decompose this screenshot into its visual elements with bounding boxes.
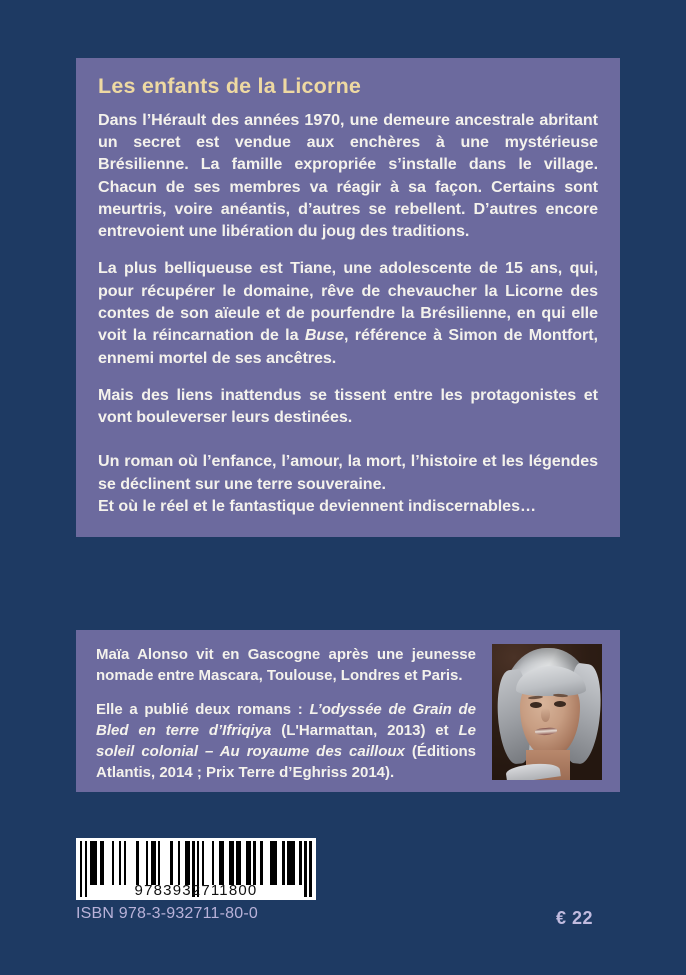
- synopsis-paragraph-5: Et où le réel et le fantastique deviennent indiscernables…: [98, 497, 537, 516]
- author-bio-text: [96, 644, 476, 780]
- author-bio-lead: Elle a publié deux romans :: [96, 701, 310, 718]
- barcode-image: [76, 838, 316, 900]
- author-bio-paragraph-1: Maïa Alonso vit en Gascogne après une jeunesse nomade entre Mascara, Toulouse, Londres et Paris.: [96, 646, 476, 684]
- author-book-title-2: Le soleil colonial – Au royaume des cailloux: [96, 722, 476, 760]
- synopsis-paragraph-1: Dans l’Hérault des années 1970, une demeure ancestrale abritant un secret est vendue aux enchères à une mystérieuse Brésilienne. La famille expropriée s’installe dans le village. Chacun de ses membres va réagir à sa façon. Certains sont meurtris, voire anéantis, d’autres se rebellent. D’autres encore entrevoient une libération du joug des traditions.: [98, 110, 598, 241]
- author-bio-tail: (Éditions Atlantis, 2014 ; Prix Terre d’Eghriss 2014).: [96, 743, 477, 781]
- isbn-label: ISBN 978-3-932711-80-0: [76, 905, 258, 922]
- author-panel: [76, 630, 620, 792]
- synopsis-paragraph-2-before: La plus belliqueuse est Tiane, une adolescente de 15 ans, qui, pour récupérer le domaine, rêve de chevaucher la Licorne des contes de son aïeule et de pourfendre la Brésilienne, en qui elle voit la réincarnation de la: [98, 259, 598, 345]
- author-book-title-1: L’odyssée de Grain de Bled en terre d’Ifriqiya: [96, 701, 476, 739]
- synopsis-paragraph-4: Un roman où l’enfance, l’amour, la mort, l’histoire et les légendes se déclinent sur une terre souveraine.: [98, 452, 598, 493]
- price-label: € 22: [556, 908, 594, 928]
- portrait-eye-right: [554, 701, 566, 707]
- synopsis-paragraph-3: Mais des liens inattendus se tissent entre les protagonistes et vont bouleverser leurs destinées.: [98, 385, 598, 427]
- synopsis-paragraph-2-italic-buse: Buse: [304, 326, 344, 345]
- synopsis-panel: [76, 58, 620, 537]
- portrait-nose: [541, 708, 550, 722]
- author-bio-paragraph-2: [96, 699, 476, 783]
- barcode-digits: 9783932711800: [134, 882, 258, 899]
- synopsis-paragraph-2-after: , référence à Simon de Montfort, ennemi mortel de ses ancêtres.: [98, 326, 598, 367]
- page-title: Les enfants de la Licorne: [98, 74, 362, 98]
- author-portrait-photo: [492, 644, 602, 780]
- barcode-block: [76, 838, 316, 923]
- barcode-bars: [80, 841, 312, 885]
- author-bio-mid: (L'Harmattan, 2013) et: [271, 722, 459, 739]
- portrait-eye-left: [530, 702, 542, 708]
- synopsis-paragraph-2: [98, 257, 598, 368]
